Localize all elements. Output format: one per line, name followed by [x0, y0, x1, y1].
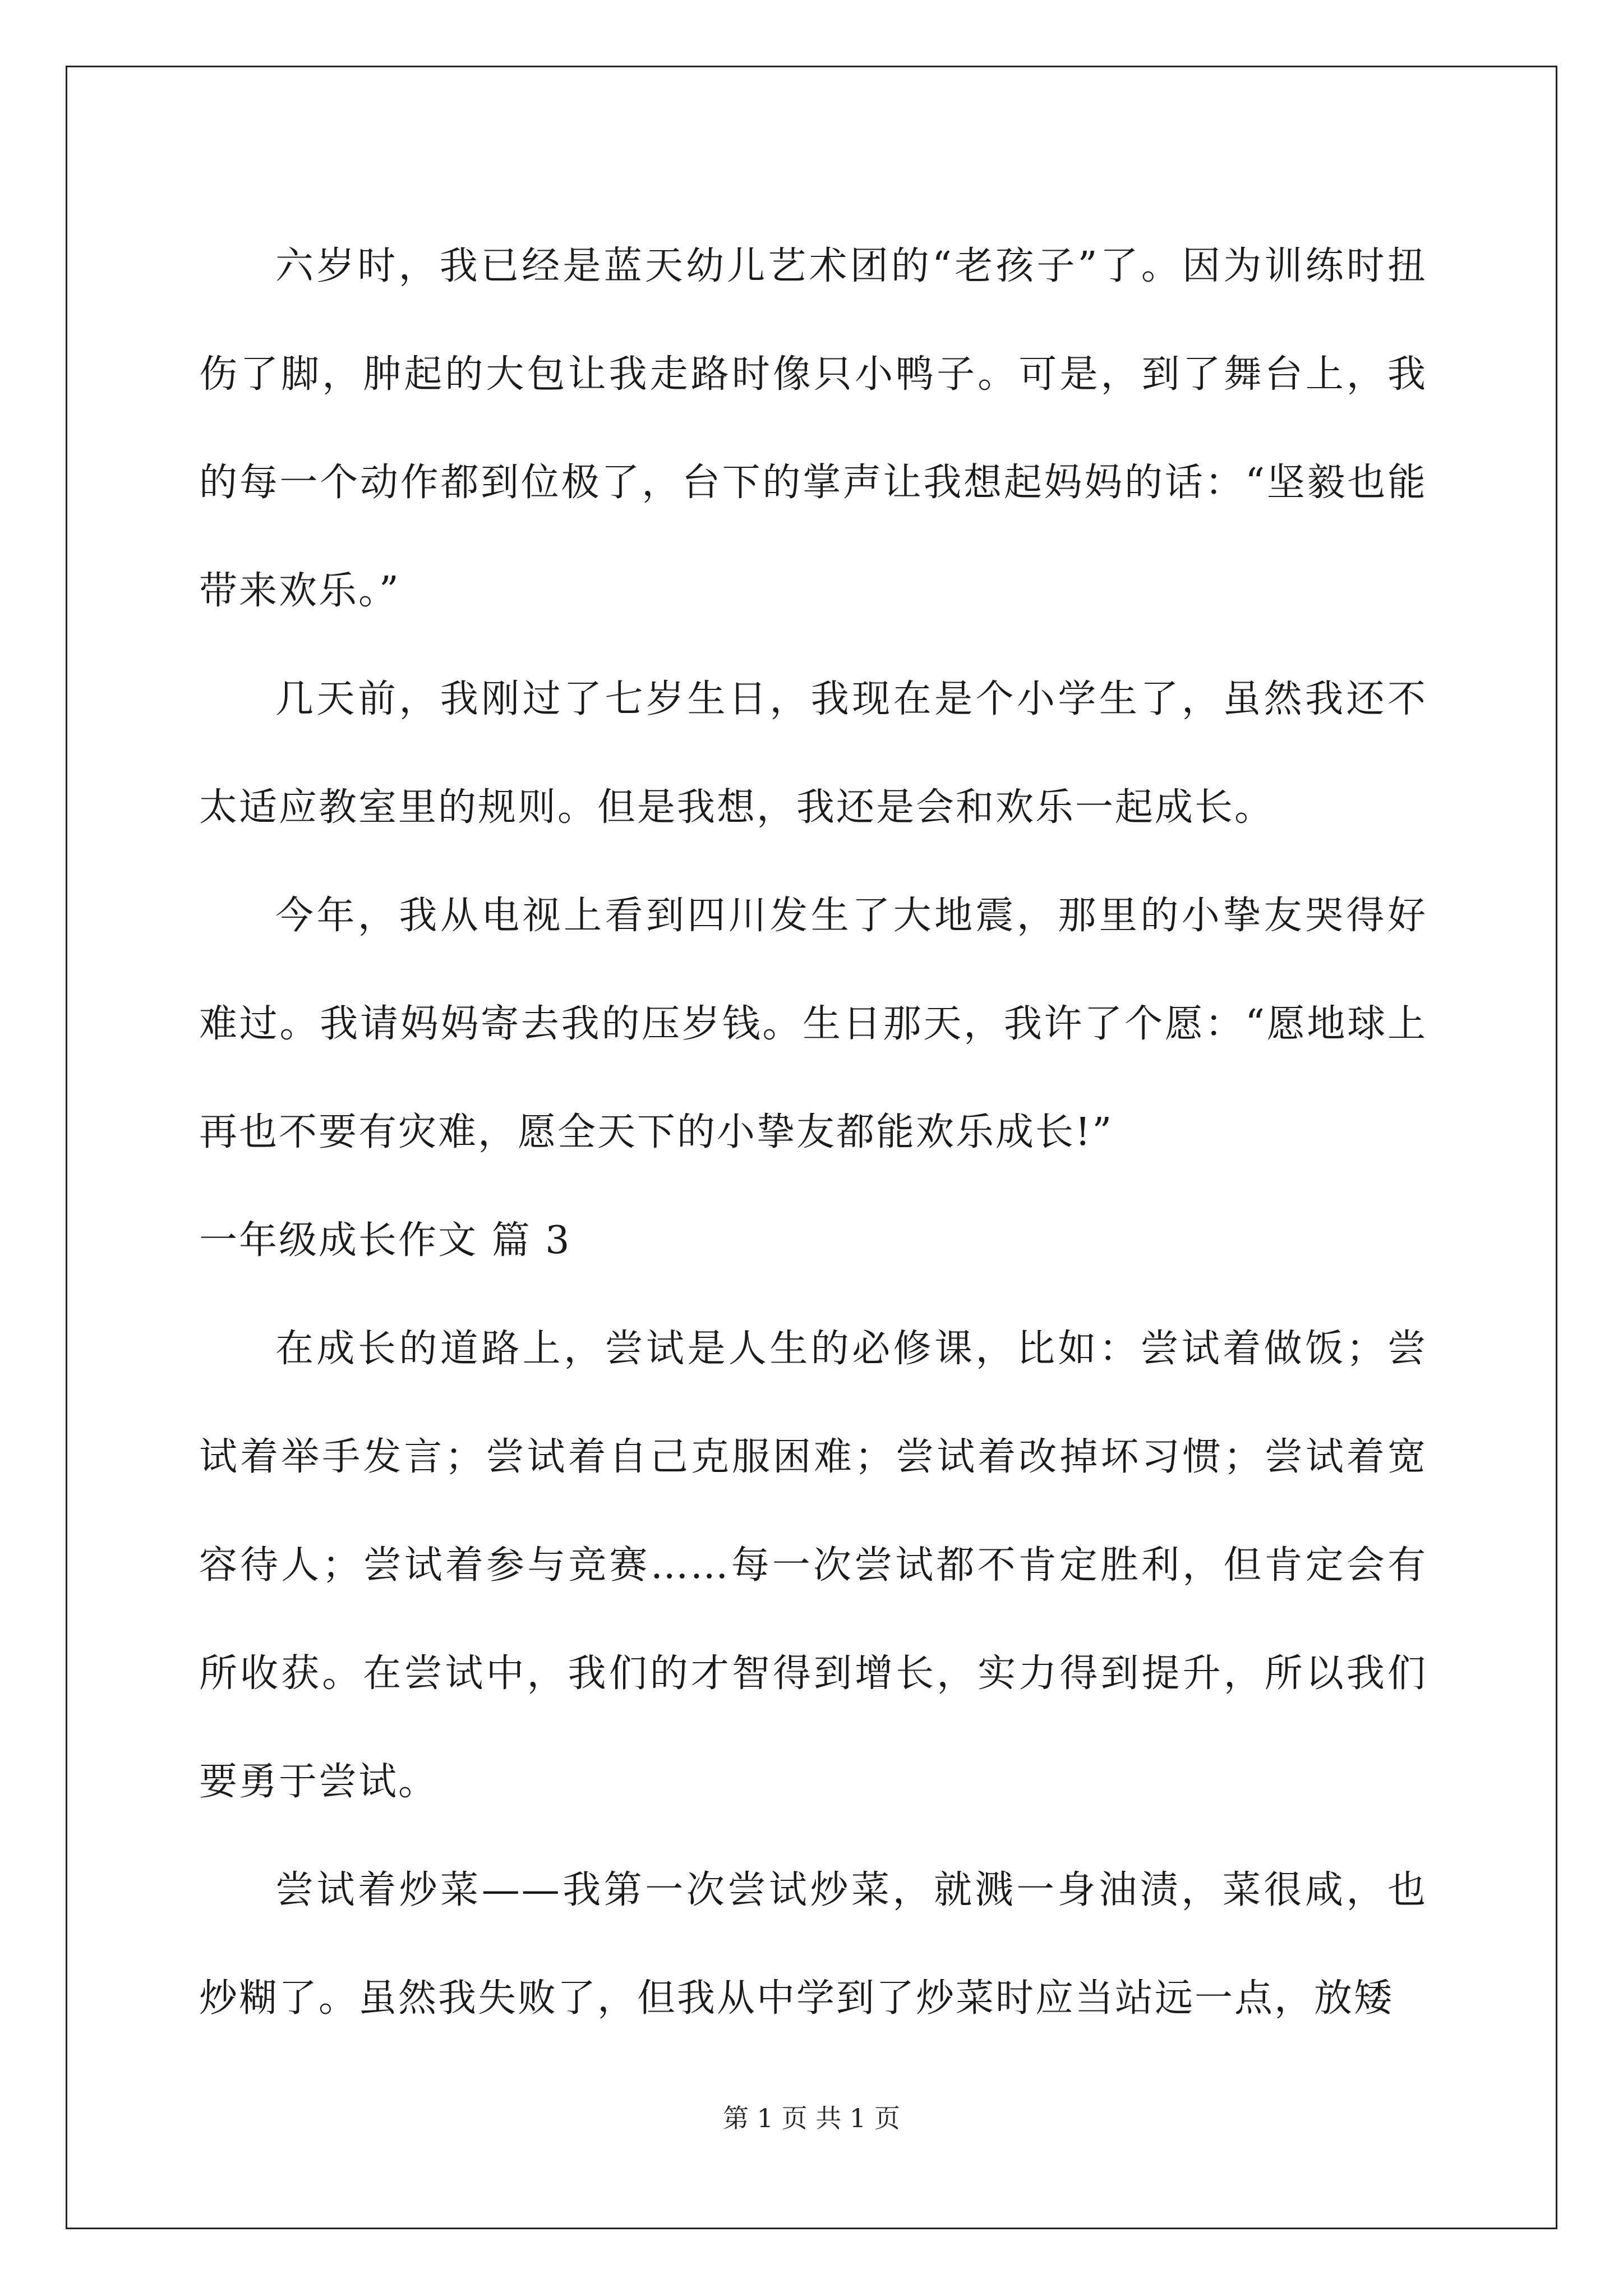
- page-number-footer: 第 1 页 共 1 页: [723, 2103, 900, 2133]
- paragraph-1: 六岁时，我已经是蓝天幼儿艺术团的“老孩子”了。因为训练时扭伤了脚，肿起的大包让我走路时像只小鸭子。可是，到了舞台上，我的每一个动作都到位极了，台下的掌声让我想起妈妈的话：“坚毅也能带来欢乐。”: [199, 244, 1427, 613]
- paragraph-5: 尝试着炒菜——我第一次尝试炒菜，就溅一身油渍，菜很咸，也炒糊了。虽然我失败了，但我从中学到了炒菜时应当站远一点，放矮: [199, 1868, 1427, 2021]
- paragraph-3: 今年，我从电视上看到四川发生了大地震，那里的小挚友哭得好难过。我请妈妈寄去我的压岁钱。生日那天，我许了个愿：“愿地球上再也不要有灾难，愿全天下的小挚友都能欢乐成长!”: [199, 894, 1427, 1154]
- paragraph-4: 在成长的道路上，尝试是人生的必修课，比如：尝试着做饭；尝试着举手发言；尝试着自己克服困难；尝试着改掉坏习惯；尝试着宽容待人；尝试着参与竞赛……每一次尝试都不肯定胜利，但肯定会有所收获。在尝试中，我们的才智得到增长，实力得到提升，所以我们要勇于尝试。: [199, 1327, 1427, 1804]
- paragraph-2: 几天前，我刚过了七岁生日，我现在是个小学生了，虽然我还不太适应教室里的规则。但是我想，我还是会和欢乐一起成长。: [199, 677, 1427, 830]
- section-heading: 一年级成长作文 篇 3: [199, 1218, 571, 1263]
- document-body: [199, 212, 1427, 2053]
